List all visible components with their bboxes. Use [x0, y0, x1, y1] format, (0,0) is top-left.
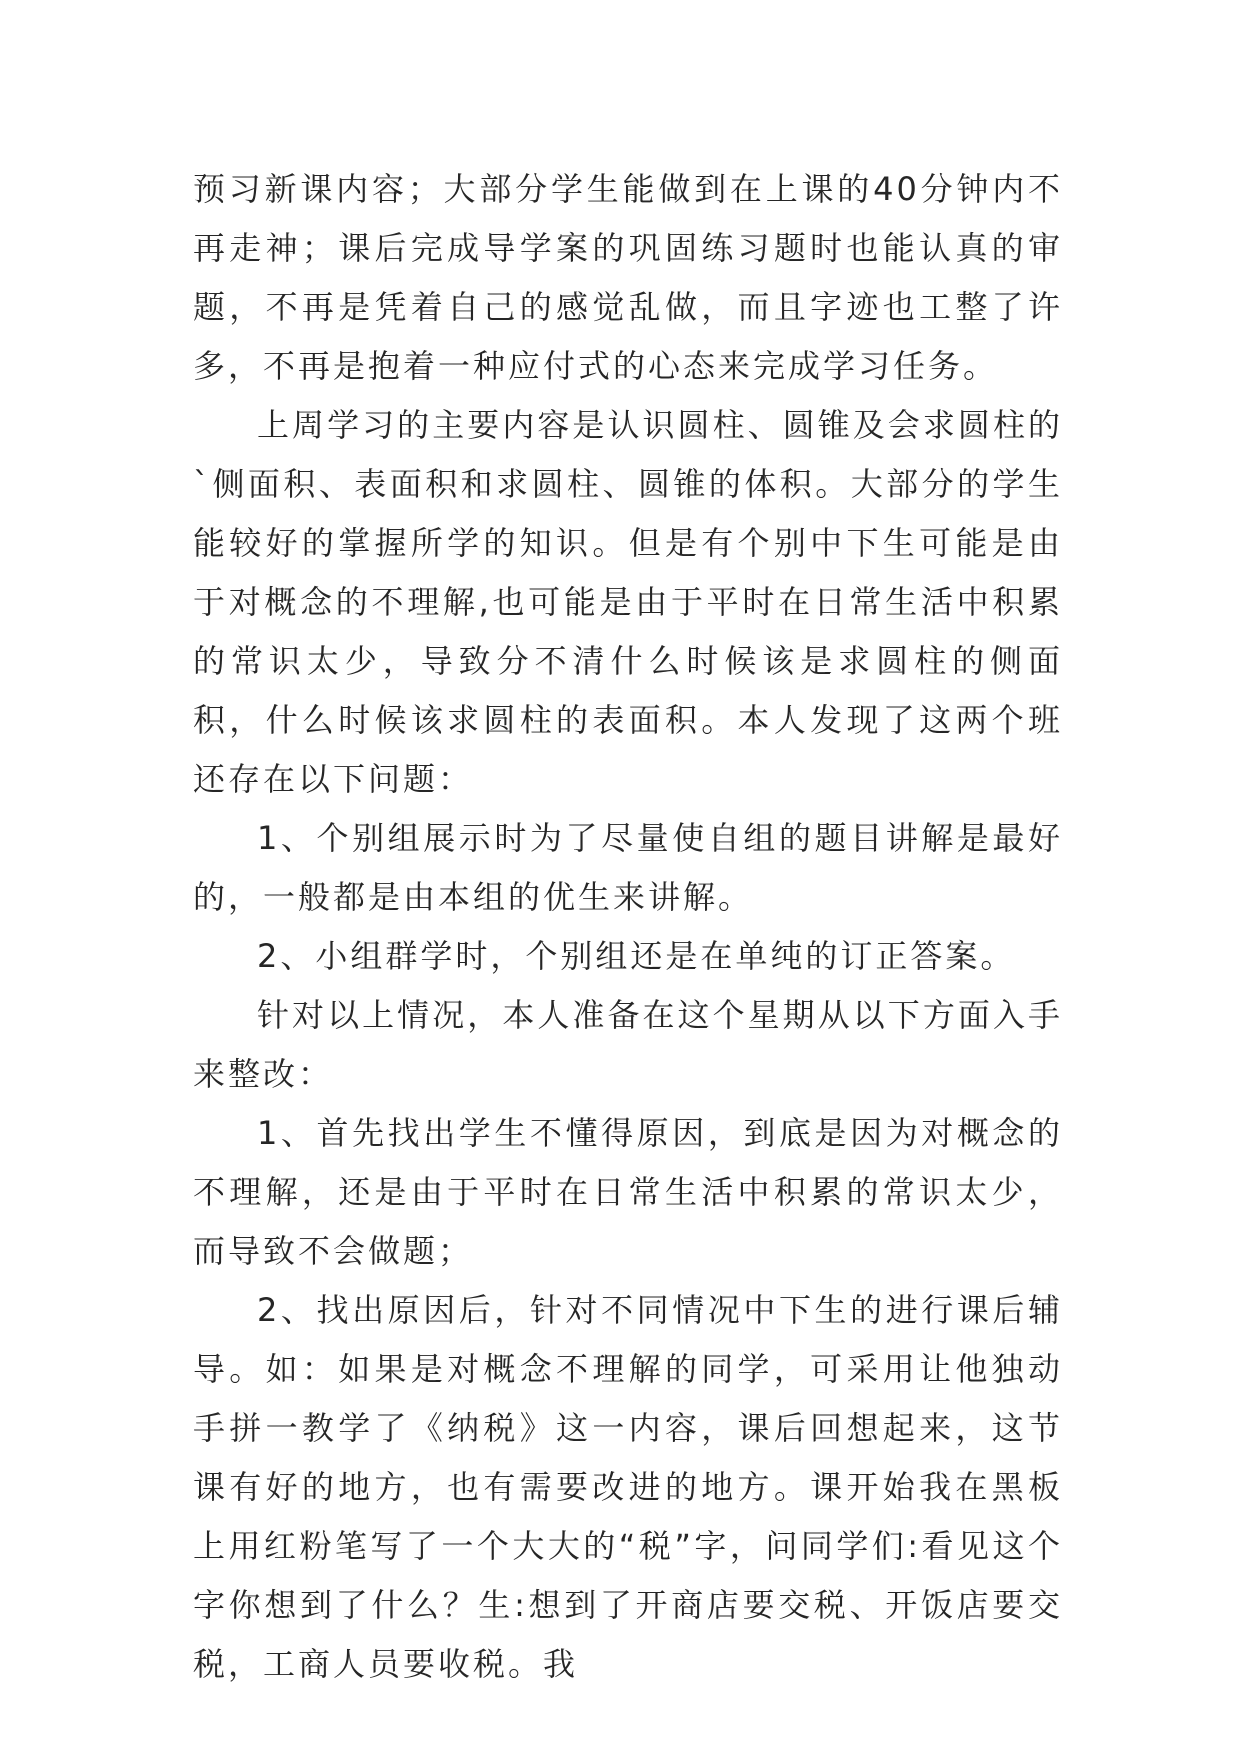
document-body [193, 160, 1063, 1694]
paragraph: 上周学习的主要内容是认识圆柱、圆锥及会求圆柱的`侧面积、表面积和求圆柱、圆锥的体积。大部分的学生能较好的掌握所学的知识。但是有个别中下生可能是由于对概念的不理解,也可能是由于平时在日常生活中积累的常识太少，导致分不清什么时候该是求圆柱的侧面积，什么时候该求圆柱的表面积。本人发现了这两个班还存在以下问题： [193, 406, 1063, 798]
paragraph: 1、首先找出学生不懂得原因，到底是因为对概念的不理解，还是由于平时在日常生活中积累的常识太少，而导致不会做题； [193, 1114, 1063, 1270]
paragraph: 2、找出原因后，针对不同情况中下生的进行课后辅导。如：如果是对概念不理解的同学，可采用让他独动手拼一教学了《纳税》这一内容，课后回想起来，这节课有好的地方，也有需要改进的地方。课开始我在黑板上用红粉笔写了一个大大的“税”字，问同学们:看见这个字你想到了什么？生:想到了开商店要交税、开饭店要交税，工商人员要收税。我 [193, 1291, 1063, 1683]
paragraph: 针对以上情况，本人准备在这个星期从以下方面入手来整改： [193, 996, 1063, 1093]
paragraph: 2、小组群学时，个别组还是在单纯的订正答案。 [257, 937, 1016, 975]
paragraph: 预习新课内容；大部分学生能做到在上课的40分钟内不再走神；课后完成导学案的巩固练习题时也能认真的审题，不再是凭着自己的感觉乱做，而且字迹也工整了许多，不再是抱着一种应付式的心态来完成学习任务。 [193, 170, 1063, 385]
paragraph: 1、个别组展示时为了尽量使自组的题目讲解是最好的，一般都是由本组的优生来讲解。 [193, 819, 1063, 916]
